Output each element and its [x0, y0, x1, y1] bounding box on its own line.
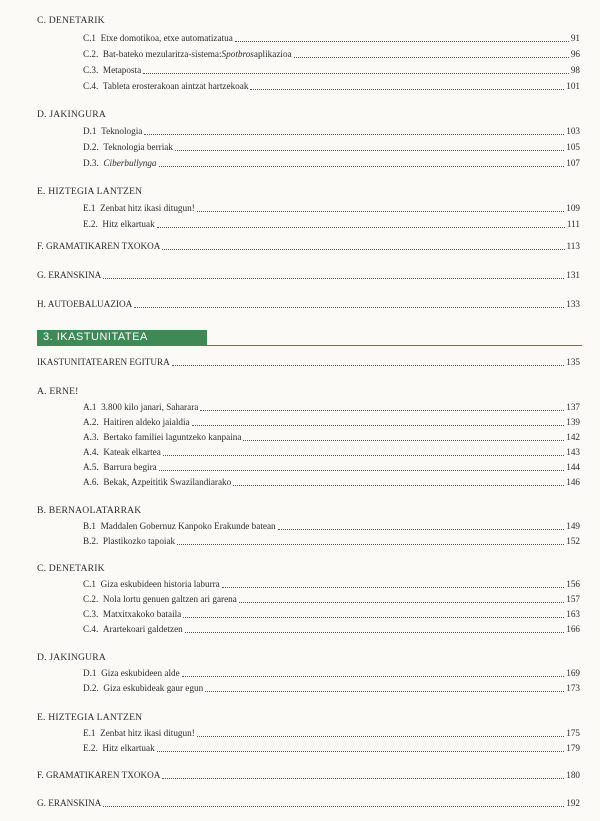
toc-entry[interactable]	[83, 401, 580, 413]
entry-number: C.3.	[83, 609, 99, 619]
entry-title: Giza eskubideak gaur egun	[103, 683, 204, 693]
entry-page: 113	[566, 241, 580, 251]
section-heading-d: D. JAKINGURA	[37, 109, 107, 120]
dot-leader	[157, 226, 565, 228]
toc-entry-f[interactable]	[37, 240, 580, 252]
entry-number: A.4.	[83, 447, 99, 457]
entry-page: 143	[566, 447, 580, 457]
entry-number: D.1	[83, 668, 97, 678]
toc-entry[interactable]	[83, 64, 580, 76]
toc-entry[interactable]	[83, 682, 580, 694]
dot-leader	[157, 750, 565, 752]
entry-page: 179	[566, 743, 580, 753]
toc-entry[interactable]	[83, 416, 580, 428]
entry-page: 105	[566, 142, 580, 152]
entry-page: 169	[566, 668, 580, 678]
toc-entry[interactable]	[83, 578, 580, 590]
banner-rule	[37, 345, 582, 346]
entry-page: 107	[566, 158, 580, 168]
toc-entry[interactable]	[83, 742, 580, 754]
toc-entry[interactable]	[83, 623, 580, 635]
entry-number: E.2.	[83, 743, 98, 753]
entry-title: Arartekoari galdetzen	[102, 624, 183, 634]
entry-title-italic: Spotbros	[221, 49, 254, 59]
entry-page: 149	[566, 521, 580, 531]
entry-number: B.1	[83, 521, 97, 531]
entry-page: 137	[566, 402, 580, 412]
entry-title-suffix: aplikazioa	[253, 49, 292, 59]
entry-title: G. ERANSKINA	[37, 270, 102, 280]
entry-title: Etxe domotikoa, etxe automatizatua	[100, 33, 233, 43]
entry-number: A.5.	[83, 462, 99, 472]
dot-leader	[172, 364, 565, 366]
dot-leader	[162, 777, 564, 779]
toc-entry[interactable]	[83, 141, 580, 153]
dot-leader	[200, 409, 564, 411]
dot-leader	[177, 543, 564, 545]
dot-leader	[182, 675, 565, 677]
entry-page: 91	[570, 33, 580, 43]
toc-entry-h[interactable]	[37, 298, 580, 310]
entry-number: C.1	[83, 33, 97, 43]
entry-number: C.3.	[83, 65, 99, 75]
entry-page: 111	[566, 219, 580, 229]
entry-number: D.2.	[83, 683, 99, 693]
dot-leader	[144, 133, 564, 135]
toc-entry[interactable]	[83, 202, 580, 214]
toc-entry[interactable]	[83, 48, 580, 60]
dot-leader	[197, 210, 564, 212]
dot-leader	[183, 616, 564, 618]
toc-entry[interactable]	[83, 461, 580, 473]
entry-page: 133	[566, 299, 580, 309]
dot-leader	[162, 248, 564, 250]
entry-number: C.4.	[83, 81, 99, 91]
entry-number: A.1	[83, 402, 97, 412]
entry-title: Maddalen Gobernuz Kanpoko Erakunde batean	[100, 521, 276, 531]
entry-title: Giza eskubideen alde	[101, 668, 180, 678]
entry-title: F. GRAMATIKAREN TXOKOA	[37, 241, 161, 251]
toc-entry[interactable]	[83, 32, 580, 44]
entry-title: IKASTUNITATEAREN EGITURA	[37, 357, 170, 367]
entry-title: Matxitxakoko bataila	[102, 609, 182, 619]
entry-title: Barrura begira	[103, 462, 157, 472]
entry-page: 166	[566, 624, 580, 634]
section-heading-d: D. JAKINGURA	[37, 652, 107, 663]
dot-leader	[192, 424, 565, 426]
section-heading-e: E. HIZTEGIA LANTZEN	[37, 712, 143, 723]
entry-number: A.3.	[83, 432, 99, 442]
entry-number: E.1	[83, 728, 96, 738]
dot-leader	[233, 484, 564, 486]
entry-page: 135	[566, 357, 580, 367]
dot-leader	[235, 40, 569, 42]
dot-leader	[278, 528, 565, 530]
entry-page: 98	[570, 65, 580, 75]
dot-leader	[159, 469, 564, 471]
entry-number: E.1	[83, 203, 96, 213]
dot-leader	[197, 735, 564, 737]
entry-title: Haitiren aldeko jaialdia	[103, 417, 190, 427]
entry-page: 144	[566, 462, 580, 472]
section-heading-e: E. HIZTEGIA LANTZEN	[37, 186, 143, 197]
entry-title: Kateak elkartea	[103, 447, 161, 457]
entry-number: D.2.	[83, 142, 99, 152]
entry-title: Tableta erosterakoan aintzat hartzekoak	[102, 81, 249, 91]
entry-page: 103	[566, 126, 580, 136]
entry-title: Bertako familiei laguntzeko kanpaina	[103, 432, 242, 442]
entry-title-italic: Ciberbullynga	[103, 158, 157, 168]
toc-entry-g[interactable]	[37, 269, 580, 281]
entry-title: Giza eskubideen historia laburra	[100, 579, 220, 589]
entry-title: Hitz elkartuak	[102, 743, 155, 753]
entry-page: 131	[566, 270, 580, 280]
toc-entry[interactable]	[83, 80, 580, 92]
toc-entry-g[interactable]	[37, 797, 580, 809]
entry-page: 192	[566, 798, 580, 808]
entry-number: E.2.	[83, 219, 98, 229]
section-heading-c: C. DENETARIK	[37, 563, 105, 574]
dot-leader	[239, 601, 564, 603]
dot-leader	[243, 439, 564, 441]
entry-number: A.6.	[83, 477, 99, 487]
entry-title: Metaposta	[102, 65, 142, 75]
toc-entry-f[interactable]	[37, 769, 580, 781]
dot-leader	[159, 165, 565, 167]
toc-entry[interactable]	[83, 431, 580, 443]
entry-number: C.4.	[83, 624, 99, 634]
toc-entry[interactable]	[83, 218, 580, 230]
toc-entry[interactable]	[83, 593, 580, 605]
dot-leader	[143, 72, 569, 74]
entry-title: Bekak, Azpeititik Swazilandiarako	[103, 477, 232, 487]
entry-title: Plastikozko tapoiak	[102, 536, 176, 546]
entry-title: Zenbat hitz ikasi ditugun!	[100, 203, 195, 213]
dot-leader	[134, 306, 564, 308]
entry-title: H. AUTOEBALUAZIOA	[37, 299, 133, 309]
dot-leader	[103, 277, 564, 279]
section-heading-a: A. ERNE!	[37, 386, 79, 397]
entry-page: 146	[566, 477, 580, 487]
entry-page: 173	[566, 683, 580, 693]
dot-leader	[250, 88, 564, 90]
section-heading-c: C. DENETARIK	[37, 15, 105, 26]
dot-leader	[222, 586, 564, 588]
toc-entry[interactable]	[83, 476, 580, 488]
entry-title: Teknologia	[101, 126, 143, 136]
entry-title: Teknologia berriak	[103, 142, 173, 152]
entry-title: 3.800 kilo janari, Saharara	[101, 402, 199, 412]
toc-entry[interactable]	[83, 667, 580, 679]
section-heading-b: B. BERNAOLATARRAK	[37, 505, 142, 516]
dot-leader	[294, 56, 569, 58]
entry-title: G. ERANSKINA	[37, 798, 102, 808]
entry-page: 156	[566, 579, 580, 589]
entry-title: Nola lortu genuen galtzen ari garena	[102, 594, 237, 604]
dot-leader	[175, 149, 564, 151]
toc-entry[interactable]	[83, 446, 580, 458]
toc-entry[interactable]	[83, 608, 580, 620]
toc-entry[interactable]	[83, 125, 580, 137]
entry-title: Bat-bateko mezularitza-sistema:	[102, 49, 222, 59]
entry-title: Hitz elkartuak	[102, 219, 155, 229]
entry-title: F. GRAMATIKAREN TXOKOA	[37, 770, 161, 780]
dot-leader	[163, 454, 564, 456]
dot-leader	[103, 805, 564, 807]
dot-leader	[185, 631, 564, 633]
entry-page: 109	[566, 203, 580, 213]
entry-page: 180	[566, 770, 580, 780]
entry-page: 139	[566, 417, 580, 427]
entry-number: C.1	[83, 579, 97, 589]
entry-page: 142	[566, 432, 580, 442]
toc-entry[interactable]	[83, 157, 580, 169]
entry-page: 175	[566, 728, 580, 738]
entry-page: 163	[566, 609, 580, 619]
entry-number: C.2.	[83, 594, 99, 604]
toc-entry[interactable]	[83, 727, 580, 739]
toc-entry[interactable]	[83, 520, 580, 532]
toc-entry-structure[interactable]	[37, 356, 580, 368]
entry-number: D.3.	[83, 158, 99, 168]
entry-number: A.2.	[83, 417, 99, 427]
toc-entry[interactable]	[83, 535, 580, 547]
entry-number: B.2.	[83, 536, 99, 546]
dot-leader	[205, 690, 564, 692]
entry-page: 101	[566, 81, 580, 91]
entry-number: C.2.	[83, 49, 99, 59]
entry-page: 157	[566, 594, 580, 604]
entry-title: Zenbat hitz ikasi ditugun!	[100, 728, 195, 738]
entry-page: 96	[570, 49, 580, 59]
unit-banner: 3. IKASTUNITATEA	[37, 330, 207, 345]
entry-number: D.1	[83, 126, 97, 136]
entry-page: 152	[566, 536, 580, 546]
